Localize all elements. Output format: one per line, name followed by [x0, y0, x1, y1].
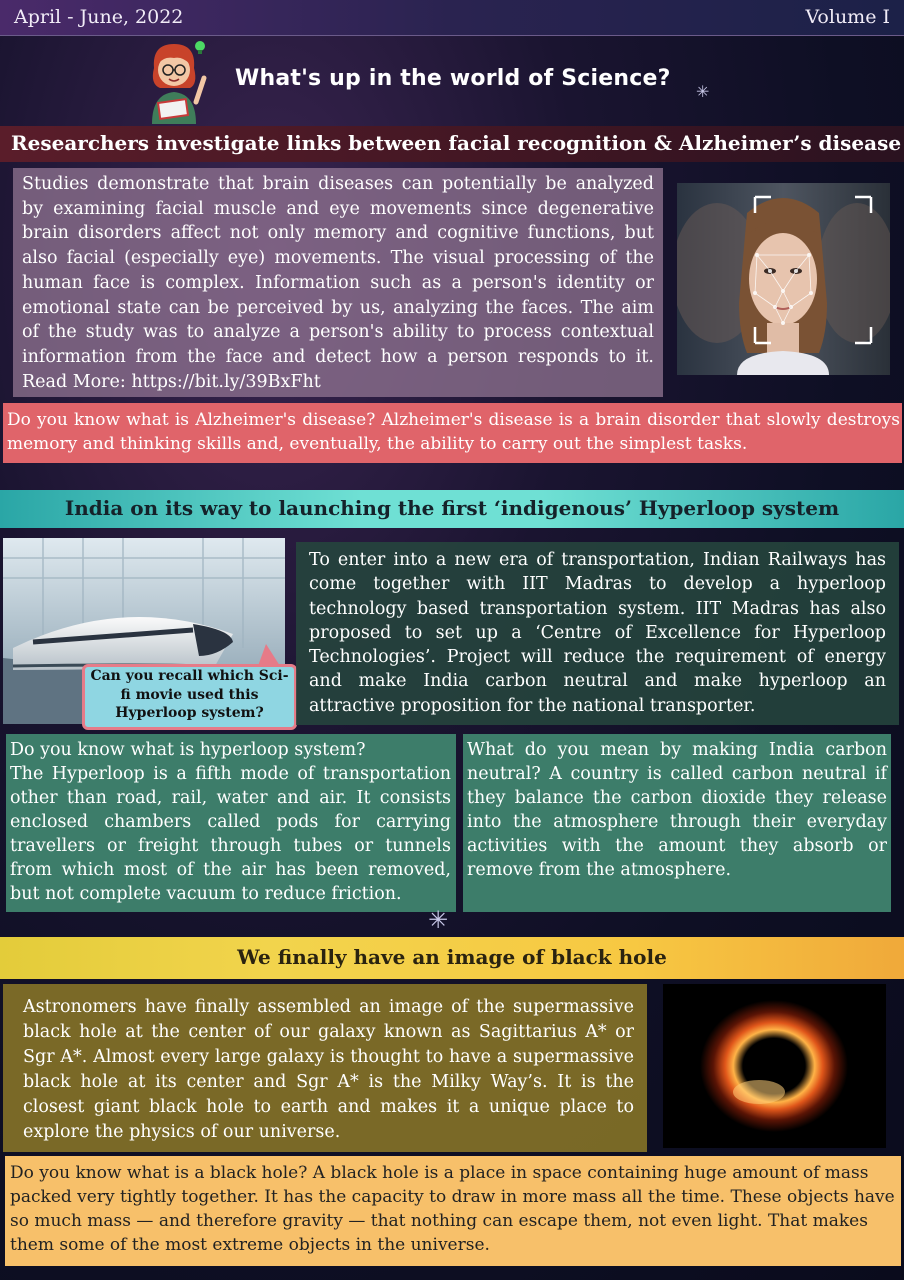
section2-title: India on its way to launching the first ‘indigenous’ Hyperloop system: [64, 496, 840, 520]
section1-article-text: Studies demonstrate that brain diseases can potentially be analyzed by examining facial muscle and eye movements since degenerative brain disorders affect not only memory and cognitive functions, but also facial (especially eye) movements. The visual processing of the human face is complex. Information such as a person's identity or emotional state can be perceived by us, analyzing the faces. The aim of the study was to analyze a person's ability to process contextual information from the face and detect how a person responds to it. Read More: https://bit.ly/39BxFht: [22, 174, 654, 392]
section1-fact-text: Do you know what is Alzheimer's disease? Alzheimer's disease is a brain disorder that slowly destroys memory and thinking skills and, eventually, the ability to carry out the simplest tasks.: [7, 410, 900, 454]
section1-title: Researchers investigate links between facial recognition & Alzheimer’s disease: [11, 131, 902, 155]
volume-label: Volume I: [805, 6, 890, 28]
top-bar: [0, 0, 904, 36]
sparkle-icon: ✳: [428, 906, 449, 934]
section2-article-text: To enter into a new era of transportation, Indian Railways has come together with IIT Madras to develop a hyperloop technology based transportation system. IIT Madras has also proposed to set up a ‘Centre of Excellence for Hyperloop Technologies’. Project will reduce the requirement of energy and make India carbon neutral and make hyperloop an attractive proposition for the national transporter.: [309, 550, 886, 716]
issue-date: April - June, 2022: [14, 6, 184, 28]
sparkle-icon: ✳: [696, 82, 710, 101]
carbon-neutral-fact-text: What do you mean by making India carbon neutral? A country is called carbon neutral if they balance the carbon dioxide they release into the atmosphere through their everyday activities with the amount they absorb or remove from the atmosphere.: [467, 740, 887, 880]
callout-tail: [258, 644, 280, 666]
hyperloop-fact-question: Do you know what is hyperloop system?: [10, 740, 366, 760]
callout-text: Can you recall which Sci-fi movie used this Hyperloop system?: [90, 668, 289, 721]
section3-title: We finally have an image of black hole: [237, 945, 667, 969]
facial-recognition-image: [677, 183, 890, 375]
section3-fact-text: Do you know what is a black hole? A black hole is a place in space containing huge amount of mass packed very tightly together. It has the capacity to draw in more mass all the time. These objects have so much mass — and therefore gravity — that nothing can escape them, not even light. That makes them some of the most extreme objects in the universe.: [10, 1163, 895, 1255]
page-title: What's up in the world of Science?: [235, 66, 671, 91]
girl-with-book-icon: [138, 38, 218, 124]
hyperloop-fact-answer: The Hyperloop is a fifth mode of transportation other than road, rail, water and air. It consists enclosed chambers called pods for carrying travellers or freight through tubes or tunnels from which most of the air has been removed, but not complete vacuum to reduce friction.: [10, 764, 451, 904]
black-hole-image: [663, 984, 886, 1148]
section3-article-text: Astronomers have finally assembled an image of the supermassive black hole at the center of our galaxy known as Sagittarius A* or Sgr A*. Almost every large galaxy is thought to have a supermassive black hole at its center and Sgr A* is the Milky Way’s. It is the closest giant black hole to earth and makes it a unique place to explore the physics of our universe.: [23, 997, 634, 1142]
